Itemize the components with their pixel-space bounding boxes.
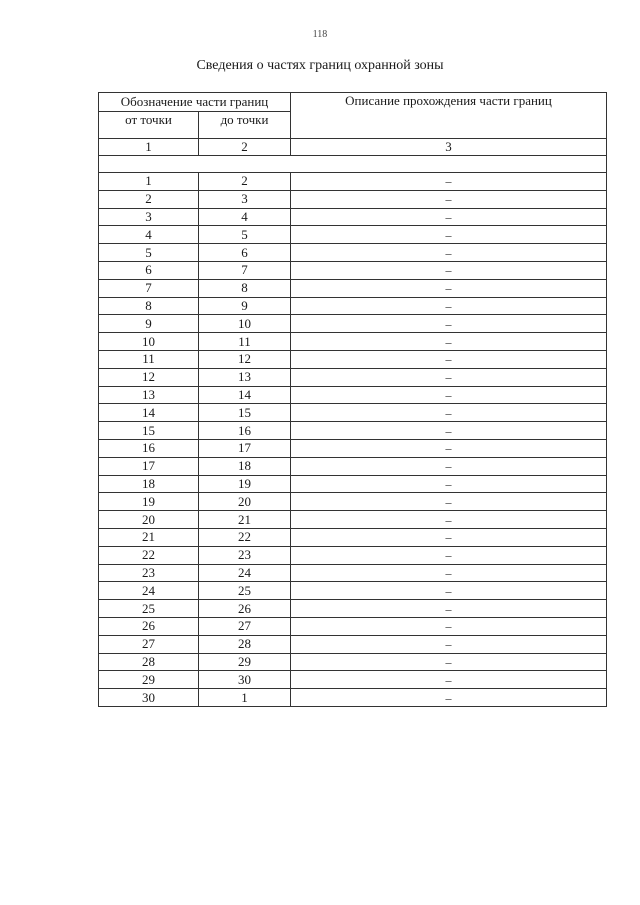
table-row: [99, 279, 607, 297]
table-row: [99, 386, 607, 404]
description-cell: –: [291, 689, 607, 707]
table-row: [99, 653, 607, 671]
table-row: [99, 439, 607, 457]
table-row: [99, 315, 607, 333]
from-point-cell: 12: [99, 368, 199, 386]
boundary-parts-table: [98, 92, 607, 707]
to-point-cell: 21: [199, 511, 291, 529]
to-point-cell: 18: [199, 457, 291, 475]
table-row: [99, 404, 607, 422]
to-point-cell: 28: [199, 635, 291, 653]
to-point-cell: 25: [199, 582, 291, 600]
header-from-point: от точки: [99, 112, 199, 139]
table-row: [99, 457, 607, 475]
description-cell: –: [291, 368, 607, 386]
to-point-cell: 9: [199, 297, 291, 315]
table-row: [99, 190, 607, 208]
to-point-cell: 15: [199, 404, 291, 422]
description-cell: –: [291, 564, 607, 582]
description-cell: –: [291, 671, 607, 689]
table-spacer-row: [99, 156, 607, 173]
description-cell: –: [291, 528, 607, 546]
page-number: 118: [312, 29, 328, 40]
to-point-cell: 13: [199, 368, 291, 386]
from-point-cell: 13: [99, 386, 199, 404]
from-point-cell: 2: [99, 190, 199, 208]
from-point-cell: 1: [99, 173, 199, 191]
from-point-cell: 23: [99, 564, 199, 582]
table-row: [99, 368, 607, 386]
to-point-cell: 12: [199, 350, 291, 368]
to-point-cell: 26: [199, 600, 291, 618]
from-point-cell: 5: [99, 244, 199, 262]
from-point-cell: 10: [99, 333, 199, 351]
table-row: [99, 244, 607, 262]
from-point-cell: 25: [99, 600, 199, 618]
to-point-cell: 6: [199, 244, 291, 262]
table-row: [99, 173, 607, 191]
description-cell: –: [291, 617, 607, 635]
description-cell: –: [291, 297, 607, 315]
to-point-cell: 23: [199, 546, 291, 564]
from-point-cell: 30: [99, 689, 199, 707]
to-point-cell: 14: [199, 386, 291, 404]
description-cell: –: [291, 635, 607, 653]
table-row: [99, 528, 607, 546]
from-point-cell: 7: [99, 279, 199, 297]
table-row: [99, 261, 607, 279]
from-point-cell: 20: [99, 511, 199, 529]
column-number-1: 1: [99, 139, 199, 156]
from-point-cell: 27: [99, 635, 199, 653]
description-cell: –: [291, 173, 607, 191]
to-point-cell: 20: [199, 493, 291, 511]
to-point-cell: 16: [199, 422, 291, 440]
table-row: [99, 600, 607, 618]
description-cell: –: [291, 475, 607, 493]
table-row: [99, 617, 607, 635]
description-cell: –: [291, 315, 607, 333]
description-cell: –: [291, 653, 607, 671]
to-point-cell: 3: [199, 190, 291, 208]
description-cell: –: [291, 208, 607, 226]
table-row: [99, 671, 607, 689]
description-cell: –: [291, 404, 607, 422]
to-point-cell: 8: [199, 279, 291, 297]
description-cell: –: [291, 493, 607, 511]
from-point-cell: 16: [99, 439, 199, 457]
table-row: [99, 493, 607, 511]
description-cell: –: [291, 350, 607, 368]
from-point-cell: 26: [99, 617, 199, 635]
from-point-cell: 8: [99, 297, 199, 315]
document-title: Сведения о частях границ охранной зоны: [196, 58, 444, 73]
header-boundary-description: Описание прохождения части границ: [291, 93, 607, 139]
to-point-cell: 29: [199, 653, 291, 671]
description-cell: –: [291, 244, 607, 262]
to-point-cell: 7: [199, 261, 291, 279]
description-cell: –: [291, 261, 607, 279]
from-point-cell: 15: [99, 422, 199, 440]
table-row: [99, 297, 607, 315]
from-point-cell: 6: [99, 261, 199, 279]
description-cell: –: [291, 457, 607, 475]
to-point-cell: 24: [199, 564, 291, 582]
from-point-cell: 17: [99, 457, 199, 475]
to-point-cell: 17: [199, 439, 291, 457]
header-boundary-designation: Обозначение части границ: [99, 93, 291, 112]
to-point-cell: 5: [199, 226, 291, 244]
column-number-3: 3: [291, 139, 607, 156]
description-cell: –: [291, 546, 607, 564]
from-point-cell: 9: [99, 315, 199, 333]
table-row: [99, 226, 607, 244]
table-row: [99, 333, 607, 351]
from-point-cell: 14: [99, 404, 199, 422]
table-row: [99, 546, 607, 564]
table-row: [99, 475, 607, 493]
table-row: [99, 564, 607, 582]
from-point-cell: 3: [99, 208, 199, 226]
to-point-cell: 4: [199, 208, 291, 226]
to-point-cell: 30: [199, 671, 291, 689]
table-row: [99, 582, 607, 600]
to-point-cell: 2: [199, 173, 291, 191]
from-point-cell: 4: [99, 226, 199, 244]
table-row: [99, 689, 607, 707]
to-point-cell: 10: [199, 315, 291, 333]
from-point-cell: 28: [99, 653, 199, 671]
description-cell: –: [291, 190, 607, 208]
from-point-cell: 29: [99, 671, 199, 689]
column-number-2: 2: [199, 139, 291, 156]
description-cell: –: [291, 279, 607, 297]
table-body: [99, 173, 607, 707]
table-row: [99, 422, 607, 440]
to-point-cell: 22: [199, 528, 291, 546]
description-cell: –: [291, 439, 607, 457]
table-row: [99, 635, 607, 653]
from-point-cell: 19: [99, 493, 199, 511]
from-point-cell: 22: [99, 546, 199, 564]
header-to-point: до точки: [199, 112, 291, 139]
table-row: [99, 511, 607, 529]
description-cell: –: [291, 582, 607, 600]
from-point-cell: 21: [99, 528, 199, 546]
from-point-cell: 11: [99, 350, 199, 368]
table-row: [99, 350, 607, 368]
to-point-cell: 27: [199, 617, 291, 635]
to-point-cell: 1: [199, 689, 291, 707]
from-point-cell: 24: [99, 582, 199, 600]
table-header: [99, 93, 607, 173]
description-cell: –: [291, 386, 607, 404]
description-cell: –: [291, 333, 607, 351]
table-row: [99, 208, 607, 226]
to-point-cell: 11: [199, 333, 291, 351]
description-cell: –: [291, 511, 607, 529]
description-cell: –: [291, 422, 607, 440]
description-cell: –: [291, 226, 607, 244]
description-cell: –: [291, 600, 607, 618]
to-point-cell: 19: [199, 475, 291, 493]
from-point-cell: 18: [99, 475, 199, 493]
